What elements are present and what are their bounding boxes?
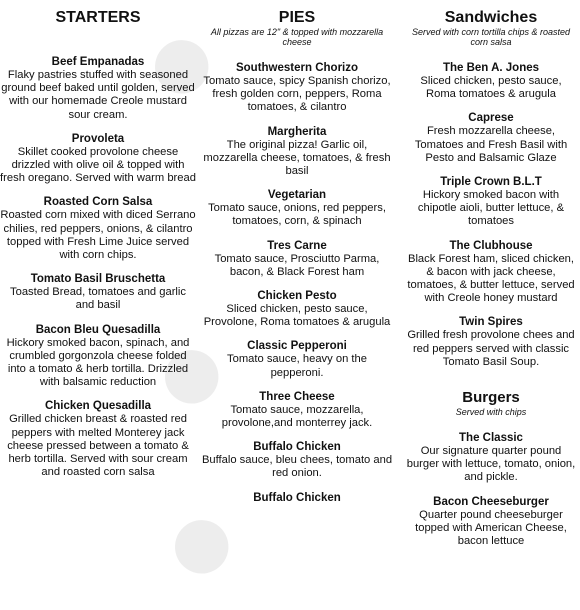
menu-item-description: Hickory smoked bacon, spinach, and crumbled gorgonzola cheese folded into a tomato & herb tortilla. Drizzled with balsamic reduction	[6, 336, 190, 389]
sandwiches-list	[404, 61, 578, 369]
watermark-logo: ●	[142, 14, 219, 108]
menu-item-description: Grilled fresh provolone chees and red peppers served with classic Tomato Basil Soup.	[407, 329, 575, 368]
burgers-note: Served with chips	[455, 407, 527, 418]
menu-item	[200, 289, 394, 329]
menu-item-name: Buffalo Chicken	[253, 491, 341, 504]
menu-item-description: Fresh mozzarella cheese, Tomatoes and Fresh Basil with Pesto and Balsamic Glaze	[414, 125, 568, 164]
menu-item-name: Bacon Cheeseburger	[433, 495, 549, 508]
menu-item-description: Flaky pastries stuffed with seasoned ground beef baked until golden, served with our homemade Creole mustard sour cream.	[1, 69, 195, 121]
starters-title: STARTERS	[55, 9, 141, 26]
menu-item-name: Provoleta	[71, 132, 125, 145]
menu-item	[404, 431, 578, 485]
menu-item	[0, 323, 196, 390]
menu-item-name: Buffalo Chicken	[253, 441, 341, 454]
menu-item	[200, 125, 394, 179]
watermark-logo: ●	[152, 324, 229, 418]
menu-item	[200, 188, 394, 228]
menu-item-name: Tomato Basil Bruschetta	[30, 273, 166, 286]
menu-item-description: Tomato sauce, onions, red peppers, tomatoes, corn, & spinach	[208, 202, 386, 228]
menu-item-description: The original pizza! Garlic oil, mozzarella cheese, tomatoes, & fresh basil	[203, 138, 391, 178]
pies-note: All pizzas are 12" & topped with mozzarella cheese	[210, 27, 384, 47]
menu-item	[200, 61, 394, 115]
menu-item	[200, 390, 394, 430]
menu-item	[0, 132, 196, 186]
menu-item-description: Black Forest ham, sliced chicken, & bacon with jack cheese, tomatoes, & butter lettuce, served with Creole honey mustard	[407, 252, 575, 305]
starters-list	[0, 55, 196, 479]
menu-item-name: The Ben A. Jones	[442, 62, 540, 74]
menu-item-name: The Clubhouse	[449, 239, 533, 252]
menu-item	[404, 111, 578, 165]
menu-item-name: Tres Carne	[267, 239, 327, 252]
menu-item-name: Caprese	[468, 112, 514, 125]
menu-item	[404, 315, 578, 369]
menu-item-name: Chicken Quesadilla	[44, 400, 152, 413]
menu-item-description: Hickory smoked bacon with chipotle aioli, butter lettuce, & tomatoes	[417, 189, 565, 228]
menu-item-description: Tomato sauce, mozzarella, provolone,and monterrey jack.	[221, 403, 373, 430]
menu-item-name: Chicken Pesto	[257, 290, 337, 303]
menu-item-description: Tomato sauce, spicy Spanish chorizo, fresh golden corn, peppers, Roma tomatoes, & cilantro	[203, 75, 391, 114]
burgers-list	[404, 431, 578, 548]
menu-item-name: The Classic	[459, 432, 523, 445]
menu-item-description: Grilled chicken breast & roasted red peppers with melted Monterey jack cheese pressed between a tomato & herb tortilla. Served with sour cream and roasted corn salsa	[7, 413, 189, 479]
menu-item	[200, 440, 394, 480]
menu-item-name: Bacon Bleu Quesadilla	[35, 323, 161, 336]
pies-column	[200, 0, 394, 505]
burgers-title: Burgers	[462, 389, 520, 407]
pies-list	[200, 61, 394, 505]
menu-item	[0, 55, 196, 122]
menu-item	[200, 239, 394, 279]
menu-item	[0, 399, 196, 479]
menu-item-description: Skillet cooked provolone cheese drizzled with olive oil & topped with fresh oregano. Served with warm bread	[0, 145, 196, 185]
menu-item	[200, 491, 394, 505]
menu-item-description: Quarter pound cheeseburger topped with American Cheese, bacon lettuce	[415, 508, 567, 548]
menu-item	[200, 339, 394, 379]
menu-item-name: Roasted Corn Salsa	[43, 196, 153, 209]
menu-item-description: Buffalo sauce, bleu chees, tomato and red onion.	[201, 454, 393, 480]
burgers-section	[404, 389, 578, 548]
starters-column	[0, 0, 196, 479]
menu-item	[404, 61, 578, 101]
menu-item-description: Sliced chicken, pesto sauce, Provolone, Roma tomatoes & arugula	[203, 303, 391, 329]
menu-item-name: Vegetarian	[267, 189, 327, 202]
menu-item-name: Twin Spires	[459, 316, 523, 329]
menu-item	[404, 175, 578, 229]
menu-item-description: Tomato sauce, Prosciutto Parma, bacon, & Black Forest ham	[214, 252, 380, 278]
menu-item-name: Margherita	[267, 125, 327, 138]
menu-item-description: Tomato sauce, heavy on the pepperoni.	[227, 353, 367, 379]
menu-item-name: Three Cheese	[259, 390, 335, 403]
watermark-logo: ●	[162, 494, 239, 588]
menu-item-name: Classic Pepperoni	[247, 340, 347, 353]
sandwiches-note: Served with corn tortilla chips & roasted corn salsa	[411, 27, 571, 47]
menu-item-description: Our signature quarter pound burger with lettuce, tomato, onion, and pickle.	[406, 445, 576, 484]
pies-title: PIES	[278, 9, 316, 26]
sandwiches-title: Sandwiches	[444, 9, 538, 26]
menu-item-description: Toasted Bread, tomatoes and garlic and basil	[10, 286, 186, 312]
menu-item	[404, 239, 578, 306]
menu-item-name: Triple Crown B.L.T	[440, 176, 542, 189]
menu-item	[0, 272, 196, 312]
menu-item	[404, 495, 578, 549]
menu-item-name: Southwestern Chorizo	[235, 62, 359, 74]
sandwiches-column	[404, 0, 578, 548]
menu-item-description: Sliced chicken, pesto sauce, Roma tomatoes & arugula	[420, 75, 562, 101]
menu-item-name: Beef Empanadas	[51, 56, 145, 68]
menu-item-description: Roasted corn mixed with diced Serrano chilies, red peppers, onions, & cilantro topped with Fresh Lime Juice served with corn chips.	[0, 209, 196, 262]
menu-item	[0, 195, 196, 262]
